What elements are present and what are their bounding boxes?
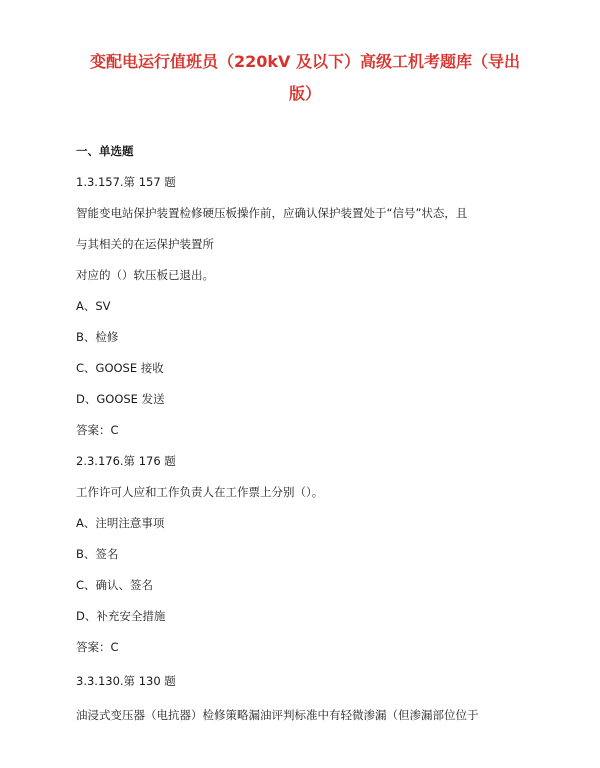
question-2-option-a: A、注明注意事项 <box>76 516 165 530</box>
question-2-stem-line-1: 工作许可人应和工作负责人在工作票上分别（）。 <box>76 485 324 499</box>
question-2-answer: 答案：C <box>76 640 119 654</box>
document-title-line-2: 版） <box>288 84 321 103</box>
document-title-line-1: 变配电运行值班员（220kV 及以下）高级工机考题库（导出 <box>90 52 520 71</box>
question-2-option-b: B、签名 <box>76 547 119 561</box>
question-1-option-d: D、GOOSE 发送 <box>76 392 165 406</box>
question-2-option-d: D、补充安全措施 <box>76 609 166 623</box>
question-1-stem-line-1: 智能变电站保护装置检修硬压板操作前，应确认保护装置处于“信号”状态，且 <box>76 206 468 220</box>
question-1-answer: 答案：C <box>76 423 119 437</box>
question-1-option-a: A、SV <box>76 299 111 313</box>
question-2-number: 2.3.176.第 176 题 <box>76 454 176 468</box>
question-1-stem-line-3: 对应的（）软压板已退出。 <box>76 268 214 282</box>
question-1-stem-line-2: 与其相关的在运保护装置所 <box>76 237 214 251</box>
question-1-option-b: B、检修 <box>76 330 119 344</box>
section-heading: 一、单选题 <box>76 144 134 158</box>
question-1-option-c: C、GOOSE 接收 <box>76 361 164 375</box>
question-3-number: 3.3.130.第 130 题 <box>76 674 176 688</box>
question-3-stem-line-1: 油浸式变压器（电抗器）检修策略漏油评判标准中有轻微渗漏（但渗漏部位位于 <box>76 708 479 722</box>
question-2-option-c: C、确认、签名 <box>76 578 154 592</box>
question-1-number: 1.3.157.第 157 题 <box>76 175 176 189</box>
